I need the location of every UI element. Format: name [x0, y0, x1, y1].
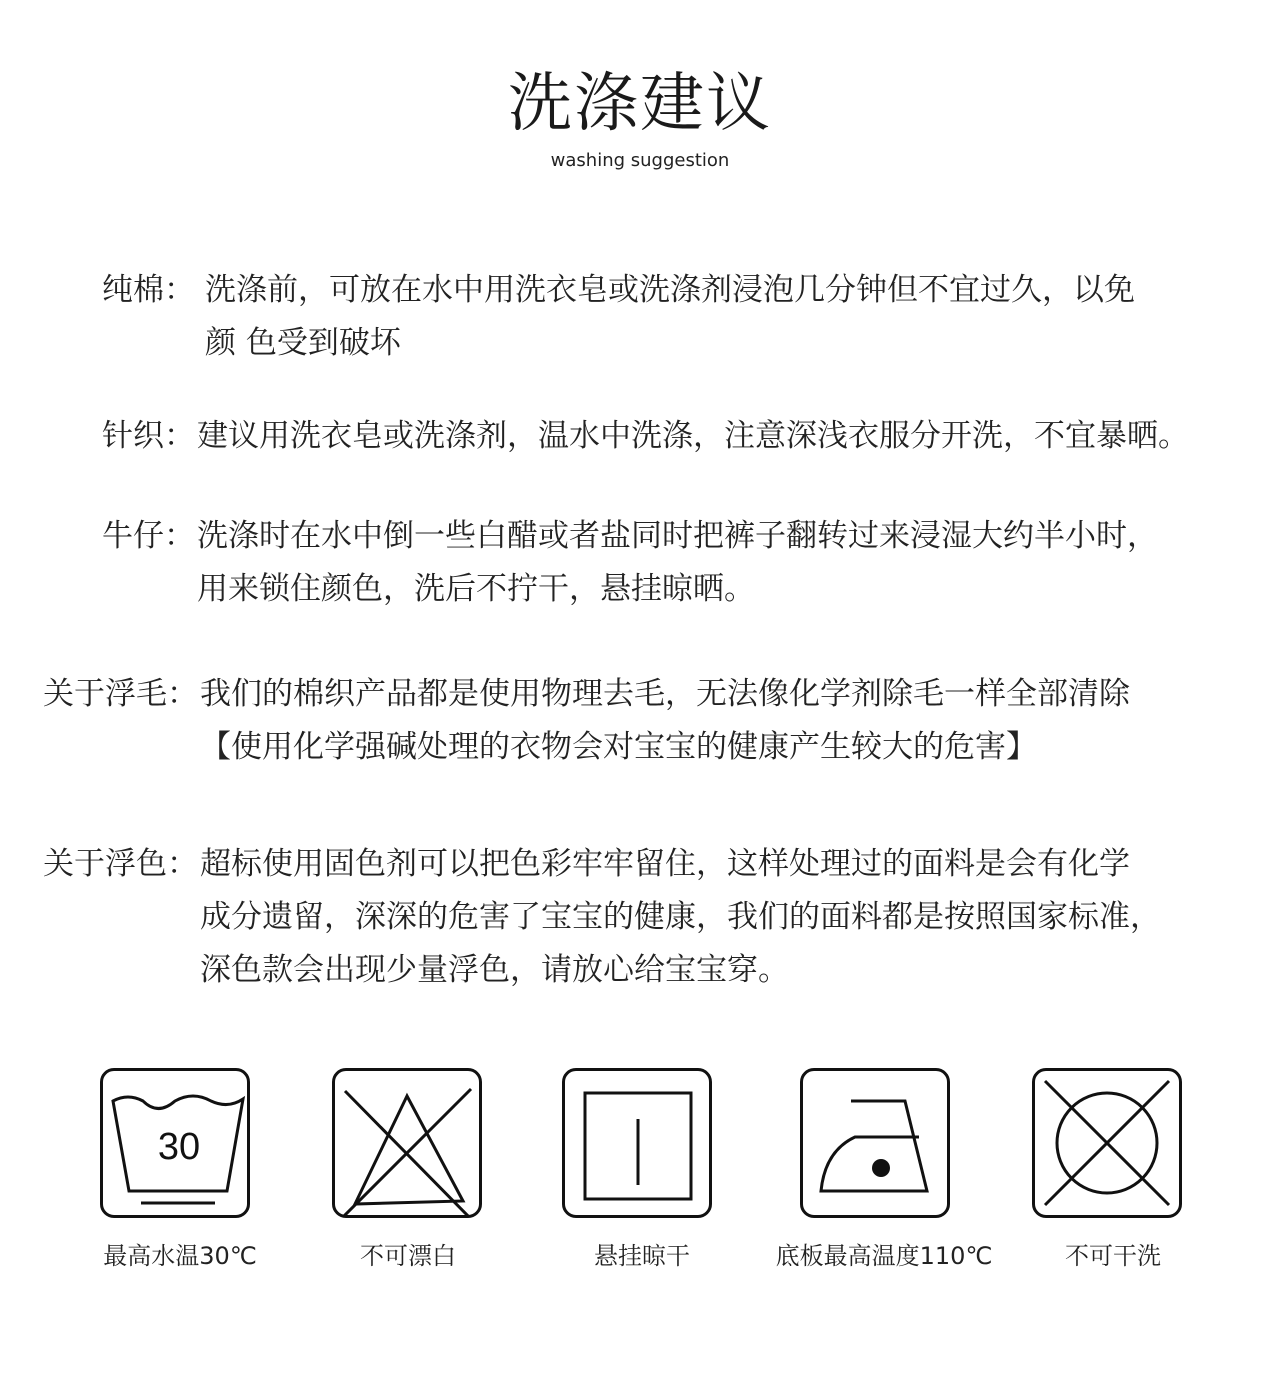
- section-text: 【使用化学强碱处理的衣物会对宝宝的健康产生较大的危害】: [200, 729, 1037, 765]
- section-label: 关于浮毛：: [43, 676, 198, 712]
- care-label: 悬挂晾干: [594, 1242, 690, 1270]
- no-dry-clean-icon: [1032, 1068, 1182, 1218]
- page-subtitle: washing suggestion: [550, 150, 730, 171]
- section-text: 超标使用固色剂可以把色彩牢牢留住，这样处理过的面料是会有化学: [200, 846, 1130, 882]
- care-label: 不可干洗: [1065, 1242, 1161, 1270]
- wash-30-icon: [100, 1068, 250, 1218]
- section-text: 颜 色受到破坏: [205, 325, 401, 361]
- care-label: 不可漂白: [360, 1242, 456, 1270]
- section-label: 针织：: [102, 418, 195, 454]
- section-text: 洗涤前，可放在水中用洗衣皂或洗涤剂浸泡几分钟但不宜过久，以免: [205, 272, 1135, 308]
- section-text: 用来锁住颜色，洗后不拧干，悬挂晾晒。: [197, 571, 755, 607]
- section-label: 关于浮色：: [43, 846, 198, 882]
- section-text: 我们的棉织产品都是使用物理去毛，无法像化学剂除毛一样全部清除: [200, 676, 1130, 712]
- line-dry-icon: [562, 1068, 712, 1218]
- section-text: 建议用洗衣皂或洗涤剂，温水中洗涤，注意深浅衣服分开洗，不宜暴晒。: [197, 418, 1189, 454]
- iron-medium-icon: [800, 1068, 950, 1218]
- care-label: 底板最高温度110℃: [775, 1242, 993, 1270]
- section-text: 洗涤时在水中倒一些白醋或者盐同时把裤子翻转过来浸湿大约半小时，: [197, 518, 1158, 554]
- section-text: 成分遗留，深深的危害了宝宝的健康，我们的面料都是按照国家标准，: [200, 899, 1161, 935]
- section-text: 深色款会出现少量浮色，请放心给宝宝穿。: [200, 952, 789, 988]
- no-bleach-icon: [332, 1068, 482, 1218]
- care-label: 最高水温30℃: [103, 1242, 257, 1270]
- page-title: 洗涤建议: [508, 67, 772, 141]
- section-label: 牛仔：: [102, 518, 195, 554]
- wash-temperature: 30: [157, 1126, 201, 1168]
- section-label: 纯棉：: [102, 272, 195, 308]
